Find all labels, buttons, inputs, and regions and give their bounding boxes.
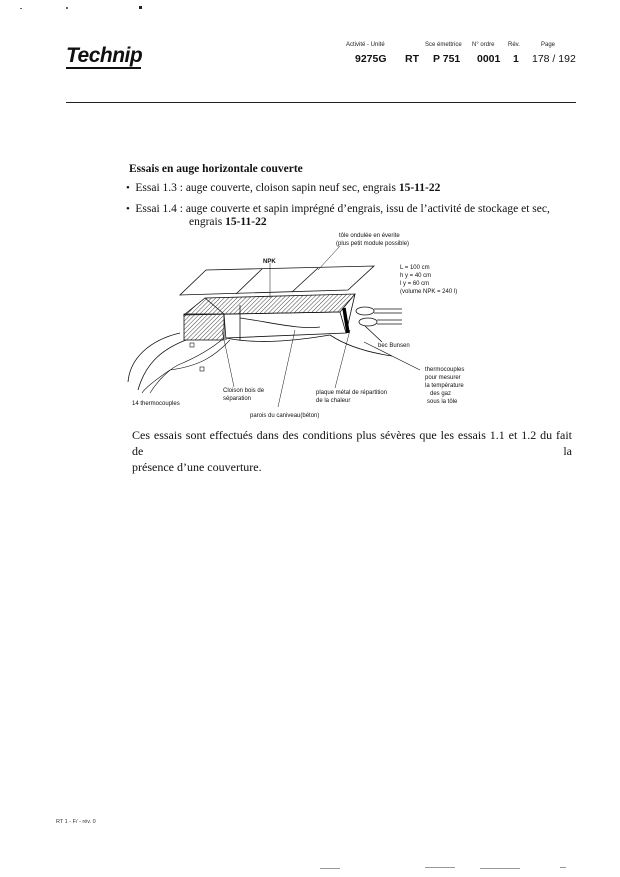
trough-front-block	[184, 314, 224, 340]
header-value-ordre: 0001	[477, 53, 501, 65]
label-bec-bunsen: bec Bunsen	[378, 343, 410, 349]
header-label-activite: Activité - Unité	[346, 42, 385, 48]
label-dim-height: h y = 40 cm	[400, 273, 432, 279]
header-value-type: RT	[405, 53, 419, 65]
header-label-service: Sce émettrice	[425, 42, 462, 48]
form-reference: RT 1 - F/ - rév. 0	[56, 819, 96, 825]
paragraph-line-2: présence d’une couverture.	[132, 460, 262, 474]
bullet-text: Essai 1.3 : auge couverte, cloison sapin neuf sec, engrais	[135, 182, 399, 194]
conclusion-paragraph	[132, 427, 572, 475]
label-plaque-2: de la chaleur	[316, 398, 351, 404]
channel-walls	[128, 318, 392, 390]
label-cloison-1: Cloison bois de	[223, 388, 265, 394]
company-logo: Technip	[66, 44, 143, 67]
label-14-thermocouples: 14 thermocouples	[132, 401, 180, 407]
header-value-service: P 751	[433, 53, 461, 65]
label-cloison-2: séparation	[223, 396, 252, 402]
label-dim-width: l y = 60 cm	[400, 281, 430, 287]
label-parois: parois du caniveau(béton)	[250, 413, 320, 419]
header-label-page: Page	[541, 42, 556, 48]
header-label-ordre: N° ordre	[472, 42, 495, 48]
label-thermo-4: des gaz	[430, 391, 452, 397]
label-dim-length: L = 100 cm	[400, 265, 430, 271]
label-dim-volume: (volume NPK = 240 l)	[400, 289, 458, 295]
bullet-text: Essai 1.4 : auge couverte et sapin imprégné d’engrais, issu de l’activité de stockage et sec,	[135, 203, 550, 215]
bullet-ref: 15-11-22	[225, 216, 267, 228]
label-thermo-3: la température	[425, 383, 464, 389]
label-tole-2: (plus petit module possible)	[336, 241, 410, 247]
bullet-dot: •	[126, 182, 136, 194]
bullet-ref: 15-11-22	[398, 182, 441, 194]
bullet-text: engrais	[189, 216, 226, 228]
label-plaque-1: plaque métal de répartition	[316, 390, 388, 396]
leader-lines	[222, 246, 350, 407]
header-value-activite: 9275G	[355, 53, 387, 65]
header-value-rev: 1	[513, 53, 519, 65]
label-thermo-1: thermocouples	[425, 367, 465, 373]
paragraph-line-1: Ces essais sont effectués dans des conditions plus sévères que les essais 1.1 et 1.2 du fait de la	[132, 428, 572, 458]
header-label-rev: Rév.	[508, 42, 520, 48]
bunsen-burners	[356, 307, 402, 342]
header-value-page: 178 / 192	[532, 53, 576, 65]
label-npk: NPK	[263, 259, 276, 265]
label-thermo-2: pour mesurer	[425, 375, 461, 381]
corrugated-sheet	[180, 266, 374, 295]
label-thermo-5: sous la tôle	[427, 399, 458, 405]
section-title: Essais en auge horizontale couverte	[129, 163, 303, 175]
bullet-dot: •	[126, 203, 136, 215]
label-tole-1: tôle ondulée en éverite	[339, 233, 400, 239]
